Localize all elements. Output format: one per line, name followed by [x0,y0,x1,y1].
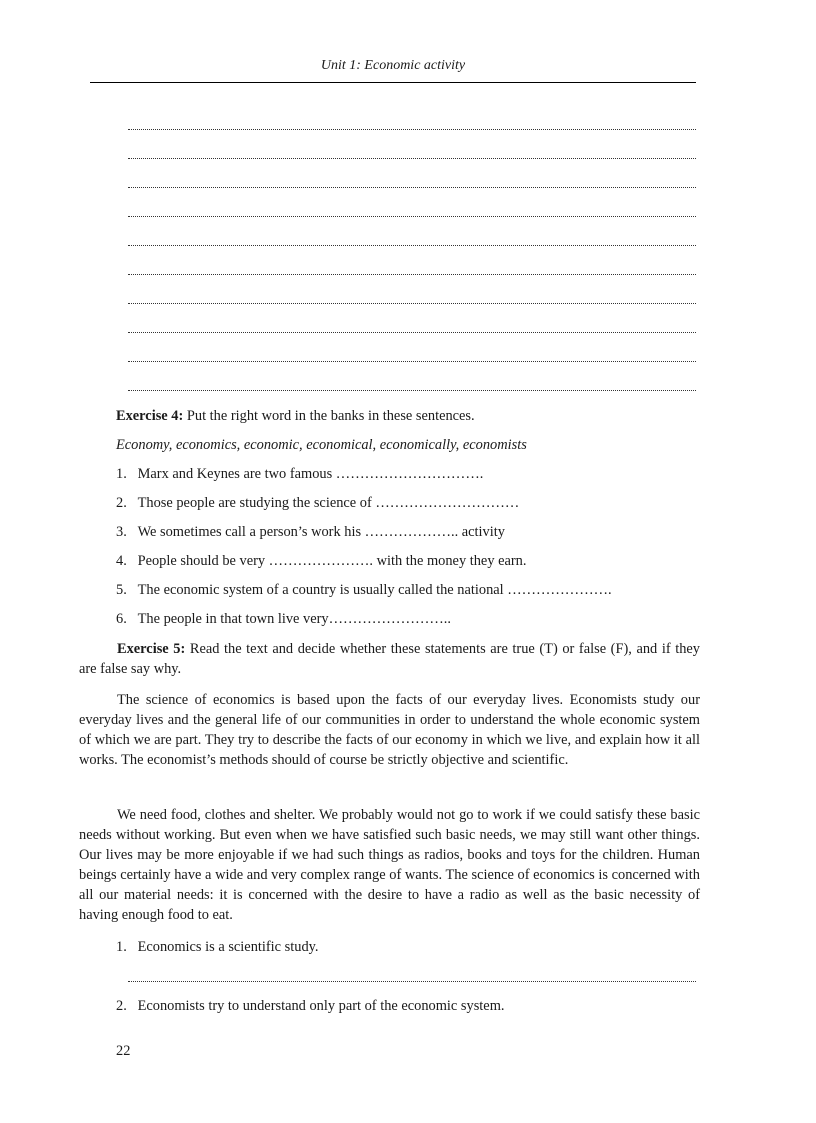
answer-line[interactable] [128,375,696,391]
item-number: 3. [116,524,127,540]
item-text: Those people are studying the science of ………………………… [137,495,520,511]
exercise-4-item [116,581,612,599]
exercise-4-item [116,465,483,483]
answer-line[interactable] [128,172,696,188]
answer-line[interactable] [128,346,696,362]
exercise-5-instruction: Read the text and decide whether these statements are true (T) or false (F), and if they are false say why. [79,641,700,677]
statement-item [116,997,505,1015]
running-header: Unit 1: Economic activity [320,58,466,73]
page-number: 22 [116,1043,131,1059]
item-text: The economic system of a country is usually called the national …………………. [137,582,612,598]
exercise-4-item [116,610,451,628]
answer-line[interactable] [128,230,696,246]
exercise-4-instruction: Put the right word in the banks in these sentences. [183,408,475,424]
exercise-4-heading [116,407,475,425]
statement-text: Economics is a scientific study. [137,939,319,955]
exercise-5-heading [79,639,700,679]
exercise-4-item [116,523,505,541]
item-number: 1. [116,466,127,482]
exercise-4-word-list: Economy, economics, economic, economical, economically, economists [116,437,527,453]
reading-paragraph-2: We need food, clothes and shelter. We probably would not go to work if we could satisfy these basic needs without working. But even when we have satisfied such basic needs, we may still want other things. Our lives may be more enjoyable if we had such things as radios, books and toys for the children. Human beings certainly have a wide and very complex range of wants. The science of economics is concerned with all our material needs: it is concerned with the desire to have a radio as well as the basic necessity of having enough food to eat. [79,807,700,923]
answer-line[interactable] [128,114,696,130]
item-text: The people in that town live very…………………….. [137,611,451,627]
answer-line[interactable] [128,259,696,275]
statement-answer-line[interactable] [128,966,696,982]
reading-paragraph-1: The science of economics is based upon the facts of our everyday lives. Economists study our everyday lives and the general life of our communities in order to understand the whole economic system of which we are part. They try to describe the facts of our economy in which we live, and explain how it all works. The economist’s methods should of course be strictly objective and scientific. [79,692,700,768]
answer-line[interactable] [128,143,696,159]
item-number: 6. [116,611,127,627]
statement-text: Economists try to understand only part of the economic system. [137,998,505,1014]
answer-line[interactable] [128,201,696,217]
statement-number: 2. [116,998,127,1014]
item-text: We sometimes call a person’s work his ……………….. activity [137,524,505,540]
answer-line[interactable] [128,288,696,304]
statement-number: 1. [116,939,127,955]
answer-line[interactable] [128,317,696,333]
item-text: People should be very …………………. with the money they earn. [137,553,527,569]
statement-item [116,938,319,956]
item-number: 2. [116,495,127,511]
exercise-4-label: Exercise 4: [116,408,184,424]
exercise-4-item [116,552,526,570]
item-number: 4. [116,553,127,569]
item-number: 5. [116,582,127,598]
header-rule [90,82,696,83]
item-text: Marx and Keynes are two famous …………………………. [137,466,484,482]
exercise-4-item [116,494,519,512]
exercise-5-label: Exercise 5: [117,641,186,657]
